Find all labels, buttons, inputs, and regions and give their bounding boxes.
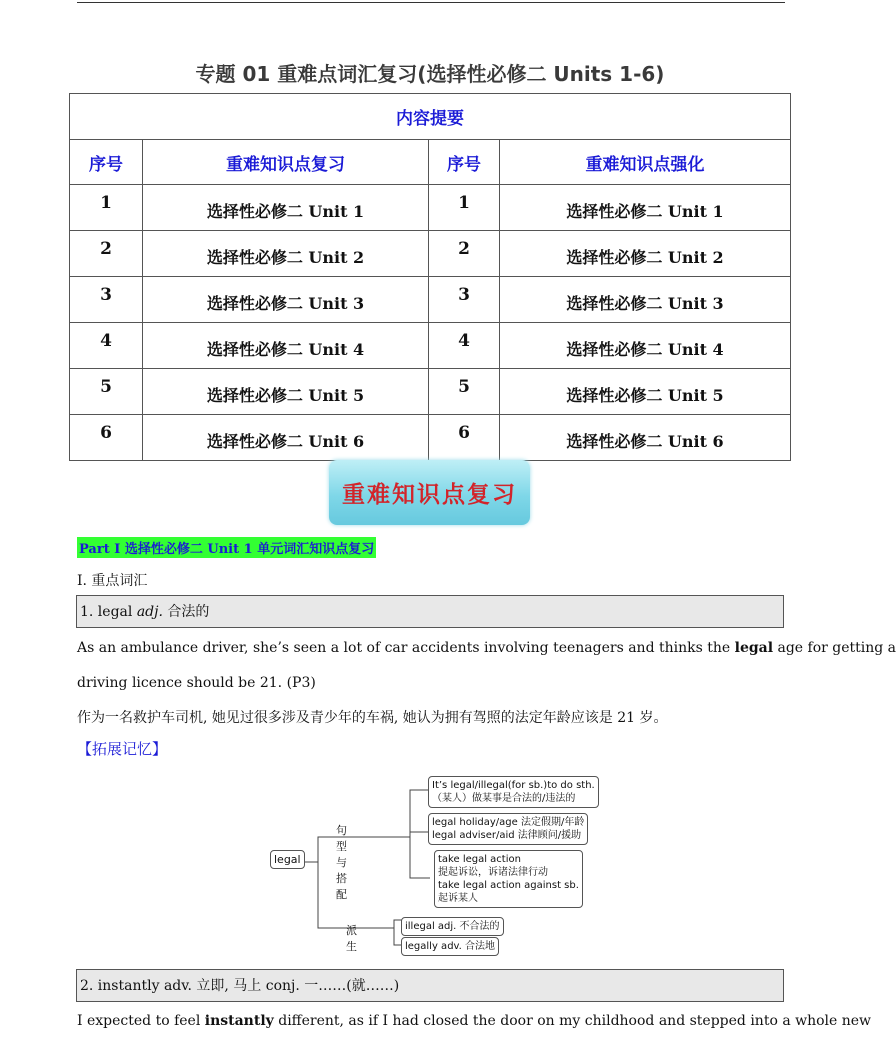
mindmap-text: legal holiday/age 法定假期/年龄: [432, 817, 585, 828]
header-index-1: 序号: [70, 140, 143, 185]
table-row: [70, 277, 791, 323]
row-unit-reinforce: 选择性必修二 Unit 6: [500, 415, 791, 461]
row-number: 1: [429, 185, 500, 231]
row-number: 4: [70, 323, 143, 369]
mindmap-box-illegal: illegal adj. 不合法的: [401, 917, 504, 936]
contents-summary-heading: 内容提要: [70, 94, 791, 140]
row-number: 2: [429, 231, 500, 277]
mindmap-branch-patterns: 句型与搭配: [336, 824, 347, 901]
word-entry-instantly: 2. instantly adv. 立即, 马上 conj. 一……(就……): [76, 969, 784, 1002]
expand-memory-label: 【拓展记忆】: [77, 740, 168, 758]
mindmap-box-collocations: [428, 813, 588, 845]
word-head: 1. legal: [80, 604, 137, 620]
section-heading: I. 重点词汇: [77, 573, 148, 589]
contents-table: [69, 93, 791, 461]
example-text: different, as if I had closed the door on my childhood and stepped into a whole new: [273, 1013, 872, 1029]
example-sentence-instantly: [77, 1011, 871, 1031]
row-number: 5: [429, 369, 500, 415]
section-banner: 重难知识点复习: [329, 460, 530, 525]
row-number: 3: [70, 277, 143, 323]
contents-header-row: [70, 140, 791, 185]
top-rule: [77, 2, 785, 3]
table-row: [70, 369, 791, 415]
row-number: 4: [429, 323, 500, 369]
mindmap-branch-derivatives: 派生: [346, 924, 357, 953]
row-number: 5: [70, 369, 143, 415]
example-sentence-line1: [77, 638, 896, 658]
row-unit-reinforce: 选择性必修二 Unit 2: [500, 231, 791, 277]
mindmap-text: 起诉某人: [438, 893, 478, 904]
mindmap-box-legally: legally adv. 合法地: [401, 937, 499, 956]
mindmap-root: legal: [270, 850, 305, 869]
row-number: 2: [70, 231, 143, 277]
row-number: 3: [429, 277, 500, 323]
example-text: age for getting a: [773, 640, 896, 656]
mindmap-text: It’s legal/illegal(for sb.)to do sth.: [432, 780, 595, 791]
row-unit-review: 选择性必修二 Unit 1: [143, 185, 429, 231]
row-unit-review: 选择性必修二 Unit 3: [143, 277, 429, 323]
row-unit-review: 选择性必修二 Unit 6: [143, 415, 429, 461]
header-index-2: 序号: [429, 140, 500, 185]
example-text: As an ambulance driver, she’s seen a lot of car accidents involving teenagers and thinks the: [77, 640, 735, 656]
mindmap-box-pattern: [428, 776, 599, 808]
document-title: 专题 01 重难点词汇复习(选择性必修二 Units 1-6): [195, 62, 665, 86]
example-sentence-line2: driving licence should be 21. (P3): [77, 675, 316, 691]
example-keyword: instantly: [204, 1013, 274, 1029]
mindmap-text: legal adviser/aid 法律顾问/援助: [432, 830, 582, 841]
mindmap-text: （某人）做某事是合法的/违法的: [432, 793, 576, 804]
row-number: 1: [70, 185, 143, 231]
table-row: [70, 185, 791, 231]
row-unit-review: 选择性必修二 Unit 5: [143, 369, 429, 415]
table-row: [70, 415, 791, 461]
example-text: I expected to feel: [77, 1013, 205, 1029]
contents-summary-row: [70, 94, 791, 140]
header-reinforce: 重难知识点强化: [500, 140, 791, 185]
example-translation: 作为一名救护车司机, 她见过很多涉及青少年的车祸, 她认为拥有驾照的法定年龄应该是 21 岁。: [77, 710, 668, 726]
part-heading: Part I 选择性必修二 Unit 1 单元词汇知识点复习: [77, 537, 376, 558]
table-row: [70, 231, 791, 277]
mindmap-text: 提起诉讼，诉诸法律行动: [438, 867, 548, 878]
word-entry-legal: [76, 595, 784, 628]
header-review: 重难知识点复习: [143, 140, 429, 185]
mindmap-text: take legal action against sb.: [438, 880, 579, 891]
row-unit-reinforce: 选择性必修二 Unit 3: [500, 277, 791, 323]
row-unit-review: 选择性必修二 Unit 2: [143, 231, 429, 277]
example-keyword: legal: [734, 640, 774, 656]
mindmap-box-action: [434, 850, 583, 908]
row-unit-reinforce: 选择性必修二 Unit 1: [500, 185, 791, 231]
row-unit-reinforce: 选择性必修二 Unit 5: [500, 369, 791, 415]
row-unit-review: 选择性必修二 Unit 4: [143, 323, 429, 369]
row-unit-reinforce: 选择性必修二 Unit 4: [500, 323, 791, 369]
row-number: 6: [70, 415, 143, 461]
row-number: 6: [429, 415, 500, 461]
word-pos: adj.: [136, 604, 163, 620]
mindmap-text: take legal action: [438, 854, 521, 865]
table-row: [70, 323, 791, 369]
word-meaning: 合法的: [162, 604, 210, 620]
